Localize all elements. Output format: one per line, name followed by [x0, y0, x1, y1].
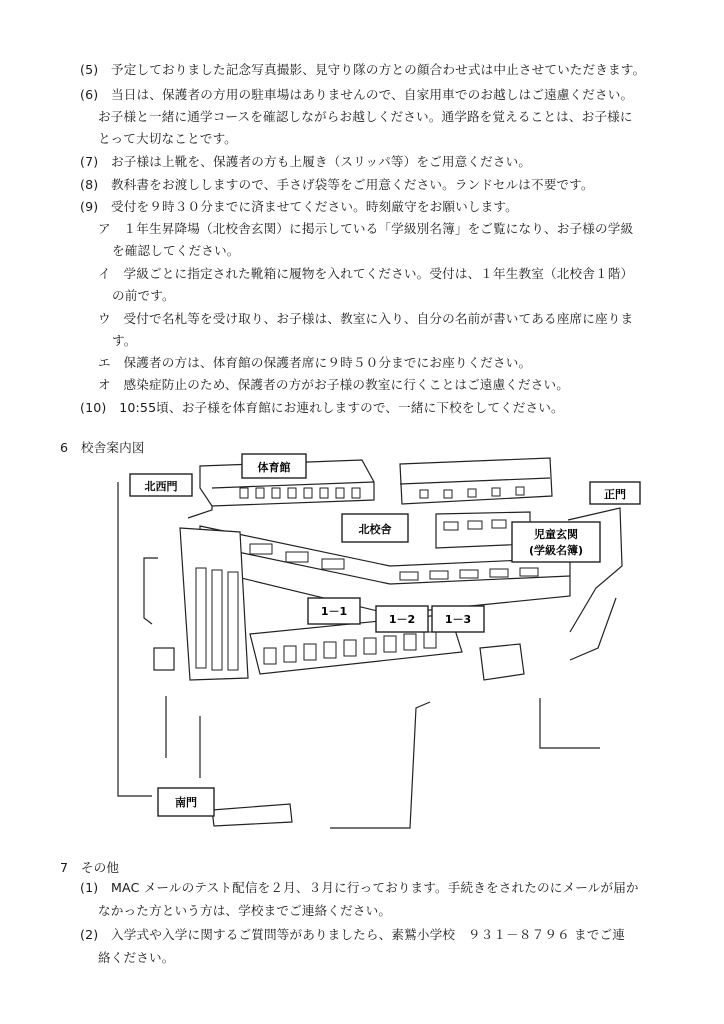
svg-text:正門: 正門	[604, 488, 626, 501]
item-9-u: ウ 受付で名札等を受け取り、お子様は、教室に入り、自分の名前が書いてある座席に座りま	[98, 311, 634, 326]
label-class-1-2	[376, 606, 428, 632]
svg-text:体育館: 体育館	[257, 461, 291, 474]
item-9-u-cont: す。	[112, 333, 137, 348]
svg-text:北校舎: 北校舎	[358, 523, 392, 536]
item-5: (5) 予定しておりました記念写真撮影、見守り隊の方との顔合わせ式は中止させていただきます。	[80, 62, 646, 77]
west-building	[154, 528, 248, 680]
label-class-1-1	[308, 598, 360, 624]
svg-text:北西門: 北西門	[144, 480, 178, 493]
label-northwest-gate	[130, 474, 192, 496]
label-student-entrance	[512, 522, 600, 562]
item-9-a: ア １年生昇降場（北校舎玄関）に掲示している「学級別名簿」をご覧になり、お子様の学級	[98, 221, 634, 236]
item-9: (9) 受付を９時３０分までに済ませてください。時刻厳守をお願いします。	[80, 199, 518, 214]
svg-text:1－3: 1－3	[444, 613, 472, 626]
item-7: (7) お子様は上靴を、保護者の方も上履き（スリッパ等）をご用意ください。	[80, 154, 532, 169]
section-7-item-1: (1) MAC メールのテスト配信を２月、３月に行っております。手続きをされたのにメールが届か	[80, 880, 639, 895]
svg-text:南門: 南門	[175, 796, 197, 809]
section-6-heading: 6 校舎案内図	[60, 440, 145, 455]
svg-text:(学級名簿): (学級名簿)	[528, 544, 584, 557]
item-6-cont-1: お子様と一緒に通学コースを確認しながらお越しください。通学路を覚えることは、お子様に	[98, 109, 633, 124]
item-8: (8) 教科書をお渡ししますので、手さげ袋等をご用意ください。ランドセルは不要です。	[80, 177, 594, 192]
svg-text:児童玄関: 児童玄関	[534, 528, 578, 541]
label-south-gate	[158, 788, 214, 816]
item-10: (10) 10:55頃、お子様を体育館にお連れしますので、一緒に下校をしてください。	[80, 400, 564, 415]
section-7-item-2-cont: 絡ください。	[98, 950, 175, 965]
item-6-cont-2: とって大切なことです。	[98, 131, 237, 146]
item-9-a-cont: を確認してください。	[112, 243, 240, 258]
item-9-o: オ 感染症防止のため、保護者の方がお子様の教室に行くことはご遠慮ください。	[98, 377, 570, 392]
label-main-gate	[590, 482, 640, 504]
section-7-item-2: (2) 入学式や入学に関するご質問等がありましたら、素鷲小学校 ９３１－８７９６ までご連	[80, 927, 625, 942]
north-east-building	[400, 458, 552, 504]
south-gate-building	[212, 804, 292, 826]
campus-map	[100, 448, 660, 836]
label-north-building	[342, 514, 408, 542]
item-9-e: エ 保護者の方は、体育館の保護者席に９時５０分までにお座りください。	[98, 355, 532, 370]
label-gym	[242, 454, 306, 478]
svg-text:1－1: 1－1	[320, 605, 348, 618]
item-6: (6) 当日は、保護者の方用の駐車場はありませんので、自家用車でのお越しはご遠慮ください。	[80, 87, 634, 102]
svg-text:1－2: 1－2	[388, 613, 416, 626]
campus-boundary	[118, 482, 152, 796]
label-class-1-3	[432, 606, 484, 632]
section-7-item-1-cont: なかった方という方は、学校までご連絡ください。	[98, 903, 392, 918]
item-9-i: イ 学級ごとに指定された靴箱に履物を入れてください。受付は、１年生教室（北校舎１階）	[98, 266, 634, 281]
section-7-heading: 7 その他	[60, 860, 120, 875]
item-9-i-cont: の前です。	[112, 288, 175, 303]
